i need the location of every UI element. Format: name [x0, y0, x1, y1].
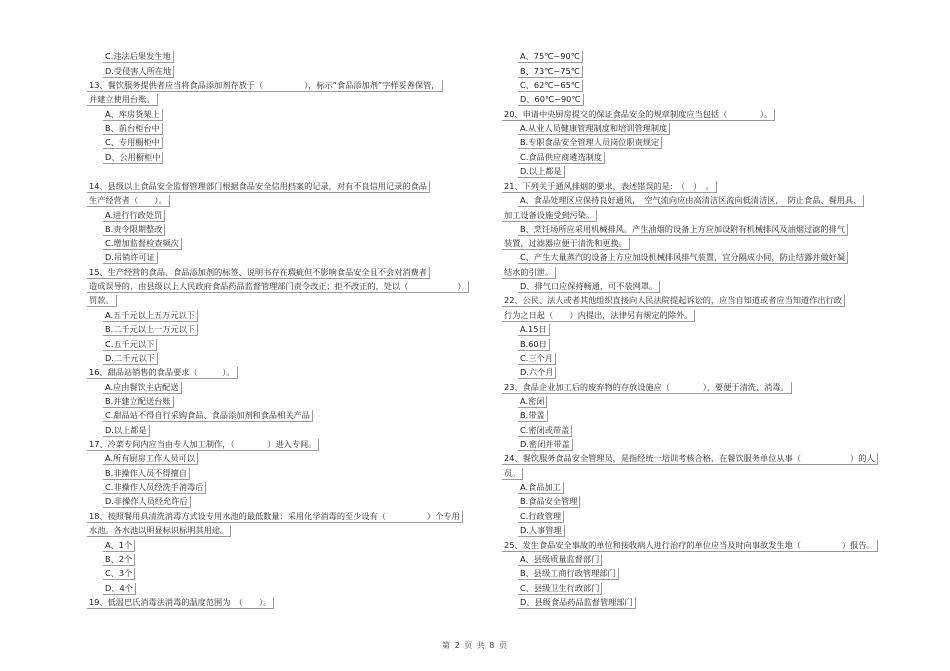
answer-option: A、75℃~90℃ — [518, 51, 583, 63]
answer-option: A.从业人员健康管理制度和培训管理制度 — [518, 123, 670, 135]
answer-option: B.非操作人员不得擅自 — [103, 468, 190, 480]
answer-option: C.五千元以下 — [103, 339, 157, 351]
answer-option: A.所有厨房工作人员可以 — [103, 453, 198, 465]
question-text: 21、下列关于通风排烟的要求，表述错误的是: （ ） 。 — [502, 181, 717, 193]
answer-option: B、2个 — [103, 554, 135, 566]
question-text: 16、甜品站销售的食品要求（ ）。 — [87, 367, 238, 379]
question-text: 行为之日起（ ）内提出，法律另有规定的除外。 — [502, 310, 695, 322]
answer-option: C.增加监督检查频次 — [103, 238, 182, 250]
answer-option: A.五千元以上五万元以下 — [103, 310, 198, 322]
answer-option: D.吊销许可证 — [103, 252, 158, 264]
question-text: 造成误导的，由县级以上人民政府食品药品监督管理部门责令改正；拒不改正的，处以（ ） — [87, 281, 469, 293]
answer-option: C、62℃~65℃ — [518, 80, 583, 92]
answer-option: C、产生大量蒸汽的设备上方应加设机械排风排气装置，宜分隔成小间，防止结露并做好凝 — [518, 252, 848, 264]
question-text: 罚款。 — [87, 295, 117, 307]
answer-option: C.非操作人员经洗手消毒后 — [103, 482, 206, 494]
answer-option: D.以上都是 — [518, 166, 565, 178]
answer-option: A.密闭 — [518, 396, 547, 408]
answer-option: C、县级卫生行政部门 — [518, 583, 602, 595]
question-text: 结水的引泄。 — [502, 267, 556, 279]
answer-option: A、食品处理区应保持良好通风， 空气流向应由高清洁区流向低清洁区， 防止食品、餐用具、 — [518, 195, 864, 207]
answer-option: A、县级质量监督部门 — [518, 554, 602, 566]
answer-option: A.进行行政处罚 — [103, 210, 165, 222]
question-text: 14、县级以上食品安全监督管理部门根据食品安全信用档案的记录，对有不良信用记录的食品 — [87, 181, 430, 193]
answer-option: C.密闭或带盖 — [518, 425, 572, 437]
answer-option: D.二千元以下 — [103, 353, 158, 365]
answer-option: D、排气口应保持畅通，可不装网罩。 — [518, 281, 660, 293]
question-text: 15、生产经营的食品、食品添加剂的标签、说明书存在瑕疵但不影响食品安全且不会对消费者 — [87, 267, 430, 279]
answer-option: D、4个 — [103, 583, 136, 595]
answer-option: B.责令限期整改 — [103, 224, 165, 236]
question-text: 员。 — [502, 468, 523, 480]
answer-option: B.专职食品安全管理人员岗位职责规定 — [518, 137, 662, 149]
answer-option: B.食品安全管理 — [518, 496, 580, 508]
answer-option: B、县级工商行政管理部门 — [518, 568, 619, 580]
answer-option: D.以上都是 — [103, 425, 150, 437]
question-text: 加工设备设施受到污染。 — [502, 210, 597, 222]
question-text: 19、低温巴氏消毒法消毒的温度范围为 （ ）。 — [87, 597, 274, 609]
answer-option: A.食品加工 — [518, 482, 564, 494]
question-text: 17、冷菜专间内应当由专人加工制作，（ ）进入专间。 — [87, 439, 319, 451]
answer-option: B、73℃~75℃ — [518, 66, 583, 78]
answer-option: D.人事管理 — [518, 525, 565, 537]
answer-option: D.受侵害人所在地 — [103, 66, 174, 78]
question-text: 水池。各水池以明显标识标明其用途。 — [87, 525, 231, 537]
answer-option: C、3个 — [103, 568, 135, 580]
answer-option: A.15日 — [518, 324, 550, 336]
page-footer: 第 2 页 共 8 页 — [442, 641, 508, 650]
answer-option: C.行政管理 — [518, 511, 564, 523]
answer-option: C.三个月 — [518, 353, 556, 365]
question-text: 23、食品企业加工后的废弃物的存放设施应（ ），要便于清洗、消毒。 — [502, 382, 792, 394]
answer-option: A、1个 — [103, 540, 135, 552]
question-text: 22、公民、法人或者其他组织直接向人民法院提起诉讼的，应当自知道或者应当知道作出行政 — [502, 295, 845, 307]
answer-option: D、公用橱柜中 — [103, 152, 163, 164]
answer-option: C.违法后果发生地 — [103, 51, 174, 63]
answer-option: D.非操作人员经允许后 — [103, 496, 191, 508]
answer-option: C、专用橱柜中 — [103, 137, 163, 149]
question-text: 装置，过滤器应便于清洗和更换。 — [502, 238, 630, 250]
question-text: 24、餐饮服务食品安全管理员，是指经统一培训考核合格，在餐饮服务单位从事（ ）的人 — [502, 453, 878, 465]
answer-option: B、烹饪场所应采用机械排风。产生油烟的设备上方应加设附有机械排风及油烟过滤的排气 — [518, 224, 848, 236]
question-text: 18、按照餐用具清洗消毒方式设专用水池的最低数量：采用化学消毒的至少设有（ ）个专用 — [87, 511, 463, 523]
answer-option: D、县级食品药品监督管理部门 — [518, 597, 636, 609]
answer-option: C.食品供应商遴选制度 — [518, 152, 605, 164]
answer-option: D、60℃~90℃ — [518, 94, 584, 106]
answer-option: A.应由餐饮主店配送 — [103, 382, 182, 394]
answer-option: A、库房货架上 — [103, 109, 163, 121]
question-text: 并建立使用台账。 — [87, 94, 158, 106]
answer-option: B.二千元以上一万元以下 — [103, 324, 198, 336]
answer-option: B、前台柜台中 — [103, 123, 163, 135]
answer-option: D.六个月 — [518, 367, 556, 379]
answer-option: C.甜品站不得自行采购食品、食品添加剂和食品相关产品 — [103, 410, 313, 422]
answer-option: B.并建立配送台账 — [103, 396, 174, 408]
question-text: 20、申请中央厨房提交的保证食品安全的规章制度应当包括（ ）。 — [502, 109, 775, 121]
answer-option: D.密闭并带盖 — [518, 439, 573, 451]
answer-option: B.带盖 — [518, 410, 548, 422]
answer-option: B.60日 — [518, 339, 550, 351]
question-text: 生产经营者（ ）。 — [87, 195, 170, 207]
question-text: 13、餐饮服务提供者应当将食品添加剂存放于（ ），标示“食品添加剂”字样妥善保管， — [87, 80, 443, 92]
question-text: 25、发生食品安全事故的单位和接收病人进行治疗的单位应当及时向事故发生地（ ）报告。 — [502, 540, 878, 552]
